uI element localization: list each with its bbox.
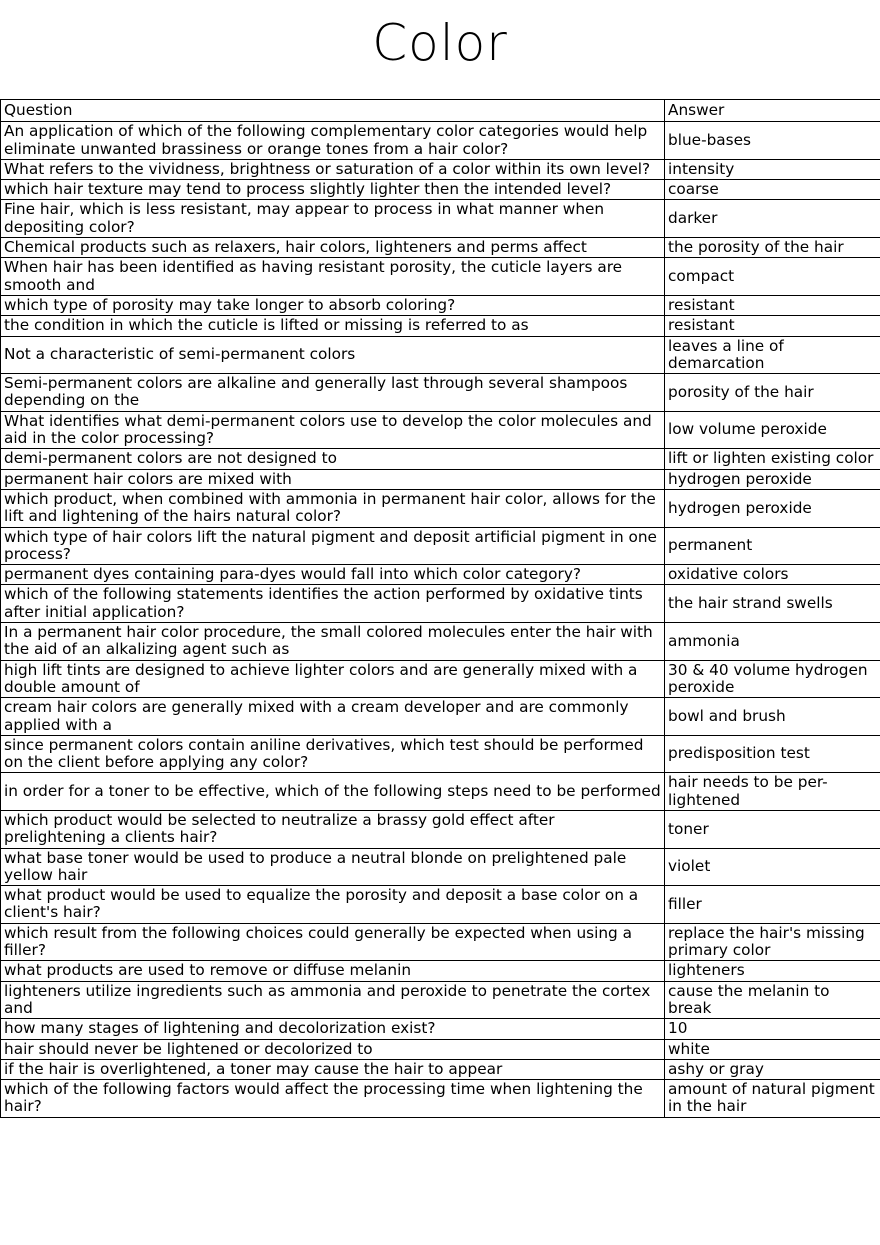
question-cell: since permanent colors contain aniline derivatives, which test should be performed on the client before applying any color? (1, 735, 665, 773)
table-row (1, 159, 880, 179)
table-row (1, 489, 880, 527)
question-cell: how many stages of lightening and decolorization exist? (1, 1019, 665, 1039)
question-cell: permanent dyes containing para-dyes would fall into which color category? (1, 565, 665, 585)
answer-cell: amount of natural pigment in the hair (665, 1080, 880, 1118)
table-row (1, 1059, 880, 1079)
page-title: Color (372, 14, 508, 72)
answer-cell: permanent (665, 527, 880, 565)
table-row (1, 449, 880, 469)
answer-cell: intensity (665, 159, 880, 179)
table-row (1, 981, 880, 1019)
question-cell: if the hair is overlightened, a toner may cause the hair to appear (1, 1059, 665, 1079)
question-cell: what product would be used to equalize the porosity and deposit a base color on a client's hair? (1, 886, 665, 924)
answer-cell: hydrogen peroxide (665, 469, 880, 489)
question-cell: cream hair colors are generally mixed with a cream developer and are commonly applied with a (1, 698, 665, 736)
answer-cell: predisposition test (665, 735, 880, 773)
table-row (1, 1080, 880, 1118)
table-row (1, 923, 880, 961)
table-row (1, 810, 880, 848)
answer-cell: lighteners (665, 961, 880, 981)
table-row (1, 295, 880, 315)
question-cell: lighteners utilize ingredients such as ammonia and peroxide to penetrate the cortex and (1, 981, 665, 1019)
answer-cell: blue-bases (665, 122, 880, 160)
question-cell: Chemical products such as relaxers, hair colors, lighteners and perms affect (1, 238, 665, 258)
answer-cell: low volume peroxide (665, 411, 880, 449)
table-row (1, 623, 880, 661)
answer-cell: ammonia (665, 623, 880, 661)
table-row (1, 735, 880, 773)
table-header-row (1, 100, 880, 122)
answer-cell: violet (665, 848, 880, 886)
answer-cell: the hair strand swells (665, 585, 880, 623)
table-row (1, 848, 880, 886)
table-row (1, 527, 880, 565)
question-cell: which product, when combined with ammonia in permanent hair color, allows for the lift and lightening of the hairs natural color? (1, 489, 665, 527)
question-cell: what base toner would be used to produce a neutral blonde on prelightened pale yellow hair (1, 848, 665, 886)
question-cell: Not a characteristic of semi-permanent colors (1, 336, 665, 374)
question-cell: which type of hair colors lift the natural pigment and deposit artificial pigment in one process? (1, 527, 665, 565)
table-row (1, 180, 880, 200)
answer-cell: replace the hair's missing primary color (665, 923, 880, 961)
question-cell: An application of which of the following complementary color categories would help eliminate unwanted brassiness or orange tones from a hair color? (1, 122, 665, 160)
table-row (1, 122, 880, 160)
question-column-header: Question (1, 100, 665, 122)
answer-cell: oxidative colors (665, 565, 880, 585)
question-cell: which product would be selected to neutralize a brassy gold effect after prelightening a clients hair? (1, 810, 665, 848)
table-row (1, 200, 880, 238)
answer-cell: 10 (665, 1019, 880, 1039)
answer-cell: white (665, 1039, 880, 1059)
table-row (1, 336, 880, 374)
answer-cell: porosity of the hair (665, 374, 880, 412)
answer-cell: toner (665, 810, 880, 848)
answer-cell: coarse (665, 180, 880, 200)
answer-cell: 30 & 40 volume hydrogen peroxide (665, 660, 880, 698)
table-row (1, 585, 880, 623)
question-cell: Fine hair, which is less resistant, may appear to process in what manner when depositing color? (1, 200, 665, 238)
table-row (1, 660, 880, 698)
table-row (1, 886, 880, 924)
question-cell: which result from the following choices could generally be expected when using a filler? (1, 923, 665, 961)
table-row (1, 258, 880, 296)
answer-cell: darker (665, 200, 880, 238)
table-row (1, 411, 880, 449)
table-row (1, 961, 880, 981)
question-cell: permanent hair colors are mixed with (1, 469, 665, 489)
table-row (1, 316, 880, 336)
question-cell: which type of porosity may take longer to absorb coloring? (1, 295, 665, 315)
table-row (1, 565, 880, 585)
answer-column-header: Answer (665, 100, 880, 122)
table-row (1, 238, 880, 258)
table-row (1, 374, 880, 412)
question-cell: which of the following statements identifies the action performed by oxidative tints after initial application? (1, 585, 665, 623)
answer-cell: bowl and brush (665, 698, 880, 736)
question-cell: which of the following factors would affect the processing time when lightening the hair? (1, 1080, 665, 1118)
table-row (1, 773, 880, 811)
answer-cell: cause the melanin to break (665, 981, 880, 1019)
answer-cell: compact (665, 258, 880, 296)
answer-cell: hair needs to be per-lightened (665, 773, 880, 811)
table-row (1, 1019, 880, 1039)
answer-cell: hydrogen peroxide (665, 489, 880, 527)
answer-cell: leaves a line of demarcation (665, 336, 880, 374)
question-cell: which hair texture may tend to process slightly lighter then the intended level? (1, 180, 665, 200)
question-cell: what products are used to remove or diffuse melanin (1, 961, 665, 981)
answer-cell: ashy or gray (665, 1059, 880, 1079)
answer-cell: resistant (665, 295, 880, 315)
question-cell: in order for a toner to be effective, which of the following steps need to be performed (1, 773, 665, 811)
table-row (1, 469, 880, 489)
qa-table (0, 99, 880, 1118)
answer-cell: the porosity of the hair (665, 238, 880, 258)
question-cell: Semi-permanent colors are alkaline and generally last through several shampoos depending on the (1, 374, 665, 412)
answer-cell: resistant (665, 316, 880, 336)
answer-cell: lift or lighten existing color (665, 449, 880, 469)
question-cell: high lift tints are designed to achieve lighter colors and are generally mixed with a double amount of (1, 660, 665, 698)
question-cell: the condition in which the cuticle is lifted or missing is referred to as (1, 316, 665, 336)
question-cell: What identifies what demi-permanent colors use to develop the color molecules and aid in the color processing? (1, 411, 665, 449)
table-row (1, 698, 880, 736)
question-cell: When hair has been identified as having resistant porosity, the cuticle layers are smooth and (1, 258, 665, 296)
question-cell: In a permanent hair color procedure, the small colored molecules enter the hair with the aid of an alkalizing agent such as (1, 623, 665, 661)
question-cell: demi-permanent colors are not designed to (1, 449, 665, 469)
question-cell: What refers to the vividness, brightness or saturation of a color within its own level? (1, 159, 665, 179)
answer-cell: filler (665, 886, 880, 924)
table-row (1, 1039, 880, 1059)
question-cell: hair should never be lightened or decolorized to (1, 1039, 665, 1059)
